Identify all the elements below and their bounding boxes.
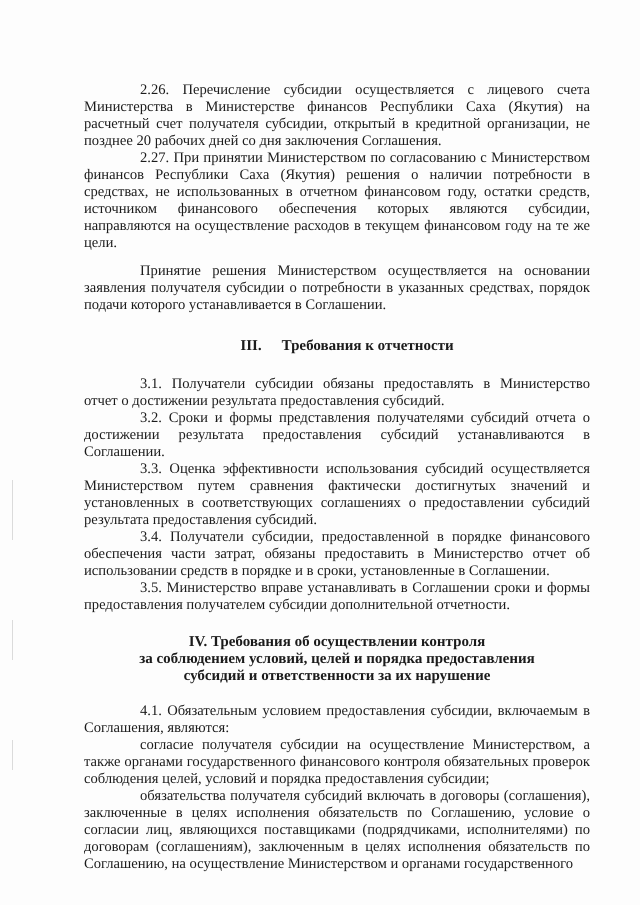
paragraph-3-2: 3.2. Сроки и формы представления получателями субсидий отчета о достижении результата предоставления субсидий устанавливаются в Соглашении.: [84, 410, 590, 460]
scan-artifact: [12, 620, 13, 660]
section-4-heading: [84, 634, 590, 685]
section-4-heading-line-2: за соблюдением условий, целей и порядка предоставления: [139, 651, 535, 667]
section-3-heading: [84, 338, 590, 355]
paragraph-3-5: 3.5. Министерство вправе устанавливать в Соглашении сроки и формы предоставления получателем субсидии дополнительной отчетности.: [84, 580, 590, 613]
paragraph-3-1: 3.1. Получатели субсидии обязаны предоставлять в Министерство отчет о достижении результата предоставления субсидий.: [84, 376, 590, 409]
scan-artifact: [12, 740, 13, 770]
document-body: [84, 82, 590, 873]
paragraph-2-27: 2.27. При принятии Министерством по согласованию с Министерством финансов Республики Саха (Якутия) решения о наличии потребности в средствах, не использованных в отчетном финансовом году, остатки средств, источником финансового обеспечения которых являются субсидии, направляются на осуществление расходов в текущем финансовом году на те же цели.: [84, 150, 590, 251]
paragraph-2-26: 2.26. Перечисление субсидии осуществляется с лицевого счета Министерства в Министерстве финансов Республики Саха (Якутия) на расчетный счет получателя субсидии, открытый в кредитной организации, не позднее 20 рабочих дней со дня заключения Соглашения.: [84, 82, 590, 149]
section-3-number: III.: [240, 338, 262, 354]
section-3-title: Требования к отчетности: [281, 338, 454, 354]
paragraph-decision: Принятие решения Министерством осуществляется на основании заявления получателя субсидии о потребности в указанных средствах, порядок подачи которого устанавливается в Соглашении.: [84, 263, 590, 313]
section-4-heading-line-3: субсидий и ответственности за их нарушение: [183, 668, 491, 684]
paragraph-consent: согласие получателя субсидии на осуществление Министерством, а также органами государственного финансового контроля обязательных проверок соблюдения целей, условий и порядка предоставления субсидии;: [84, 737, 590, 787]
paragraph-4-1: 4.1. Обязательным условием предоставления субсидии, включаемым в Соглашения, являются:: [84, 703, 590, 736]
paragraph-obligation: обязательства получателя субсидий включать в договоры (соглашения), заключенные в целях исполнения обязательств по Соглашению, условие о согласии лиц, являющихся поставщиками (подрядчиками, исполнителями) по договорам (соглашениям), заключенным в целях исполнения обязательств по Соглашению, на осуществление Министерством и органами государственного: [84, 788, 590, 872]
paragraph-3-4: 3.4. Получатели субсидии, предоставленной в порядке финансового обеспечения части затрат, обязаны предоставить в Министерство отчет об использовании средств в порядке и в сроки, установленные в Соглашении.: [84, 529, 590, 579]
scan-artifact: [12, 480, 13, 540]
paragraph-3-3: 3.3. Оценка эффективности использования субсидий осуществляется Министерством путем сравнения фактически достигнутых значений и установленных в соответствующих соглашениях о предоставлении субсидий результата предоставления субсидий.: [84, 461, 590, 528]
section-4-heading-line-1: IV. Требования об осуществлении контроля: [188, 634, 486, 650]
